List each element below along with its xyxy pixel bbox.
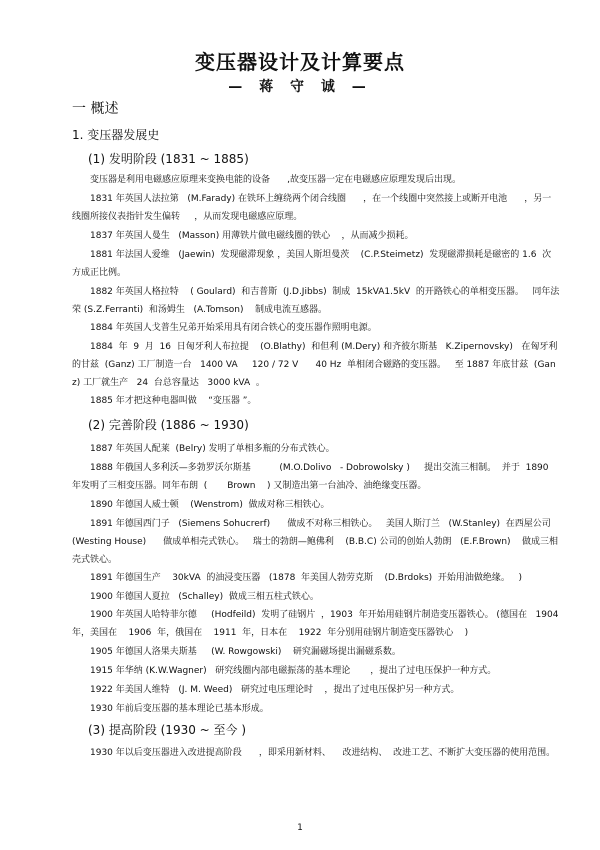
- section-heading-overview: 一 概述: [72, 101, 119, 117]
- paragraph: 1930 年前后变压器的基本理论已基本形成。: [90, 704, 269, 714]
- paragraph: 1891 年德国生产 30kVA 的油浸变压器 (1878 年美国人勃劳克斯 (D.Brdoks) 开始用油做绝缘。 ): [90, 573, 522, 583]
- paragraph: 1884 年 9 月 16 日匈牙利人布拉提 (O.Blathy) 和但利 (M.Dery) 和齐彼尔斯基 K.Zipernovsky) 在匈牙利的甘兹 (Ganz) 工厂制造一台 1400 VA 120 / 72 V 40 Hz 单相闭合磁路的变压器。 至 1887 年底甘兹 (Ganz) 工厂就生产 24 台总容量达 3000 kVA 。: [72, 342, 558, 388]
- paragraph: 变压器是利用电磁感应原理来变换电能的设备 ,故变压器一定在电磁感应原理发现后出现。: [90, 175, 462, 185]
- paragraph: 1900 年英国人哈特菲尔德 (Hodfeild) 发明了硅钢片 ，1903 年开始用硅钢片制造变压器铁心。 (德国在 1904 年，美国在 1906 年，俄国在 1911 年，日本在 1922 年分别用硅钢片制造变压器铁心 ): [72, 610, 565, 638]
- paragraph: 1915 年华纳 (K.W.Wagner) 研究线圈内部电磁振荡的基本理论 ，提出了过电压保护一种方式。: [90, 666, 497, 676]
- paragraph: 1884 年英国人戈普生兄弟开始采用具有闭合铁心的变压器作照明电源。: [90, 323, 377, 333]
- paragraph: 1922 年美国人维特 (J. M. Weed) 研究过电压理论时 ，提出了过电压保护另一种方式。: [90, 685, 460, 695]
- paragraph: 1891 年德国西门子 (Siemens Sohucrerf) 做成不对称三相铁心。 美国人斯汀兰 (W.Stanley) 在西屋公司 (Westing House) 做成单相壳式铁心。 瑞士的勃朗—鲍佛利 (B.B.C) 公司的创始人勃朗 (E.F.Brown) 做成三相壳式铁心。: [72, 519, 558, 565]
- paragraph: 1831 年英国人法拉第 (M.Farady) 在铁环上缠绕两个闭合线圈 ，在一个线圈中突然接上或断开电池 ，另一线圈所接仪表指针发生偏转 ，从而发现电磁感应原理。: [72, 194, 552, 222]
- paragraph: 1888 年俄国人多利沃—多勃罗沃尔斯基 (M.O.Dolivo - Dobrowolsky ) 提出交流三相制。 并于 1890 年发明了三相变压器。同年布朗 ( Brown ) 又制造出第一台油冷、油绝缘变压器。: [72, 463, 552, 491]
- stage-heading-enhancement: (3) 提高阶段 (1930 ~ 至今 ): [88, 723, 247, 737]
- subsection-heading-history: 1. 变压器发展史: [72, 128, 160, 142]
- stage-heading-invention: (1) 发明阶段 (1831 ~ 1885): [88, 152, 249, 166]
- stage-heading-improvement: (2) 完善阶段 (1886 ~ 1930): [88, 418, 249, 432]
- document-title: 变压器设计及计算要点: [195, 50, 405, 74]
- paragraph: 1930 年以后变压器进入改进提高阶段 ，即采用新材料、 改进结构、 改进工艺、不断扩大变压器的使用范围。: [90, 748, 556, 758]
- paragraph: 1887 年英国人配莱 (Belry) 发明了单相多瓶的分布式铁心。: [90, 444, 335, 454]
- paragraph: 1837 年英国人曼生 (Masson) 用薄铁片做电磁线圈的铁心 ，从而减少损耗。: [90, 231, 414, 241]
- paragraph: 1900 年德国人夏拉 (Schalley) 做成三相五柱式铁心。: [90, 592, 319, 602]
- author-line: — 蒋 守 诚 —: [228, 79, 372, 95]
- paragraph: 1905 年德国人洛果夫斯基 (W. Rowgowski) 研究漏磁场提出漏磁系数。: [90, 647, 401, 657]
- paragraph: 1882 年英国人格拉特 ( Goulard) 和吉普斯 (J.D.Jibbs) 制成 15kVA1.5kV 的开路铁心的单相变压器。 同年法荣 (S.Z.Ferranti) 和汤姆生 (A.Tomson) 制成电流互感器。: [72, 287, 560, 315]
- paragraph: 1881 年法国人爱维 (Jaewin) 发现磁滞现象 ，美国人斯坦曼茨 (C.P.Steimetz) 发现磁滞损耗是磁密的 1.6 次方成正比例。: [72, 250, 552, 278]
- paragraph: 1885 年才把这种电器叫做 “变压器 ”。: [90, 396, 257, 406]
- page-number: 1: [297, 823, 303, 833]
- paragraph: 1890 年德国人威士顿 (Wenstrom) 做成对称三相铁心。: [90, 500, 330, 510]
